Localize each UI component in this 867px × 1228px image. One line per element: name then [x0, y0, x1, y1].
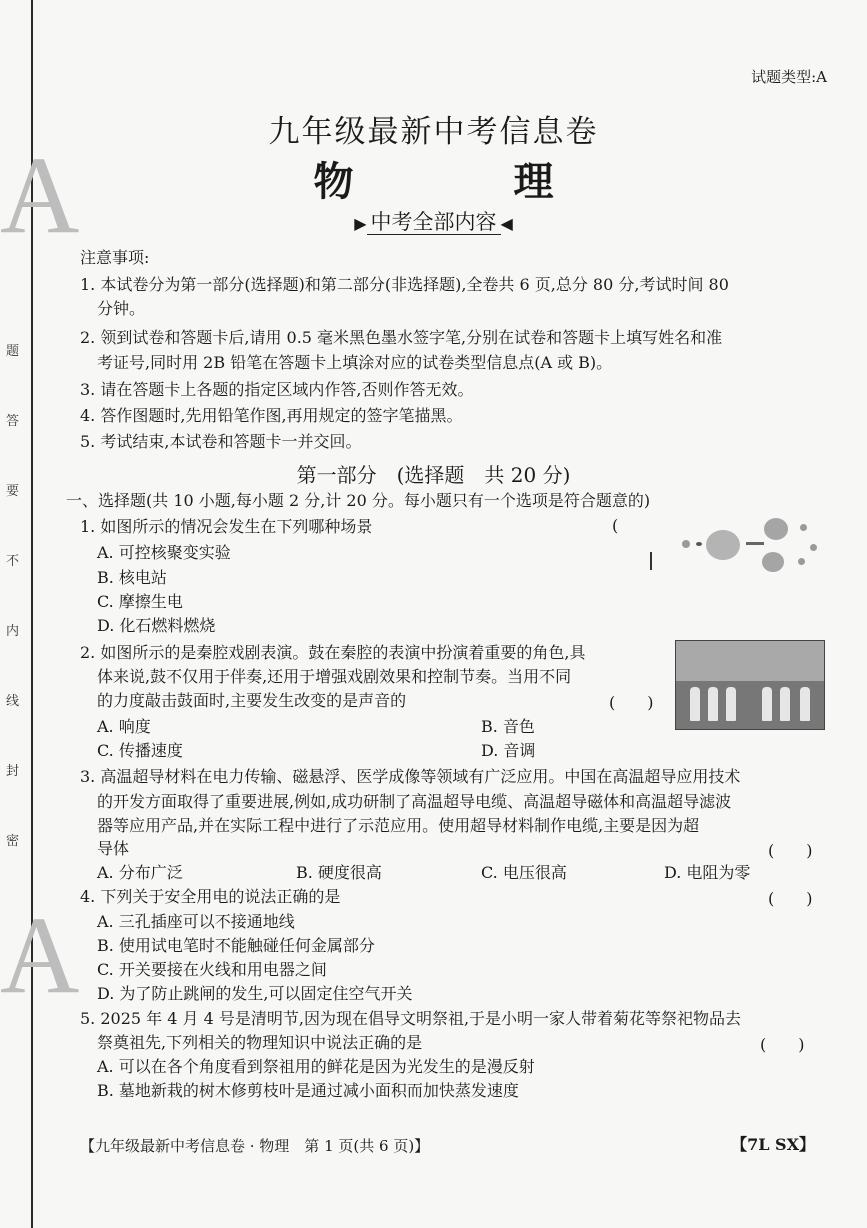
note-line: 1. 本试卷分为第一部分(选择题)和第二部分(非选择题),全卷共 6 页,总分 80 分,考试时间 80 [80, 275, 729, 294]
q2-option-c: C. 传播速度 [97, 741, 183, 760]
q2-option-d: D. 音调 [481, 741, 536, 760]
subject-title: 物 理 [313, 158, 614, 205]
nuclear-fission-figure [640, 510, 830, 580]
part1-title: 第一部分 (选择题 共 20 分) [296, 463, 571, 487]
q3-stem-line: 器等应用产品,并在实际工程中进行了示范应用。使用超导材料制作电缆,主要是因为超 [97, 816, 700, 835]
q5-option-a: A. 可以在各个角度看到祭祖用的鲜花是因为光发生的是漫反射 [97, 1057, 535, 1076]
q4-option-a: A. 三孔插座可以不接通地线 [97, 912, 295, 931]
q5-answer-paren: ( ) [760, 1035, 805, 1054]
q3-stem-line: 3. 高温超导材料在电力传输、磁悬浮、医学成像等领域有广泛应用。中国在高温超导应用技术 [80, 767, 741, 786]
q1-option-a: A. 可控核聚变实验 [97, 543, 231, 562]
exam-type-label: 试题类型:A [751, 68, 827, 86]
q1-option-c: C. 摩擦生电 [97, 592, 183, 611]
side-label: 密 [6, 834, 20, 849]
triangle-right-icon: ▶ [354, 214, 367, 233]
q3-answer-paren: ( ) [768, 841, 813, 860]
q3-stem-line: 的开发方面取得了重要进展,例如,成功研制了高温超导电缆、高温超导磁体和高温超导滤波 [97, 792, 732, 811]
q3-option-d: D. 电阻为零 [664, 863, 751, 882]
side-label: 线 [6, 694, 20, 709]
q2-option-a: A. 响度 [97, 717, 151, 736]
side-label: 题 [6, 344, 20, 359]
q2-stem-line: 体来说,鼓不仅用于伴奏,还用于增强戏剧效果和控制节奏。当用不同 [97, 667, 572, 686]
note-line: 考证号,同时用 2B 铅笔在答题卡上填涂对应的试卷类型信息点(A 或 B)。 [97, 353, 613, 372]
watermark-letter-a-bottom: A [0, 894, 80, 1016]
q4-answer-paren: ( ) [768, 889, 813, 908]
q1-option-b: B. 核电站 [97, 568, 167, 587]
q2-option-b: B. 音色 [481, 717, 535, 736]
q5-option-b: B. 墓地新栽的树木修剪枝叶是通过减小面积而加快蒸发速度 [97, 1081, 519, 1100]
opera-performance-photo [675, 640, 825, 730]
exam-title: 九年级最新中考信息卷 [268, 114, 599, 150]
q1-option-d: D. 化石燃料燃烧 [97, 616, 216, 635]
q5-stem-line: 祭奠祖先,下列相关的物理知识中说法正确的是 [97, 1033, 423, 1052]
scope-banner [0, 206, 867, 236]
note-line: 4. 答作图题时,先用铅笔作图,再用规定的签字笔描黑。 [80, 406, 463, 425]
q3-stem-line: 导体 [97, 839, 130, 858]
note-line: 2. 领到试卷和答题卡后,请用 0.5 毫米黑色墨水签字笔,分别在试卷和答题卡上填写姓名和准 [80, 328, 723, 347]
side-label: 封 [6, 764, 20, 779]
q4-option-c: C. 开关要接在火线和用电器之间 [97, 960, 327, 979]
footer-page-info: 【九年级最新中考信息卷 · 物理 第 1 页(共 6 页)】 [80, 1137, 430, 1155]
q4-option-b: B. 使用试电笔时不能触碰任何金属部分 [97, 936, 375, 955]
q5-stem-line: 5. 2025 年 4 月 4 号是清明节,因为现在倡导文明祭祖,于是小明一家人带着菊花等祭祀物品去 [80, 1009, 742, 1028]
triangle-left-icon: ◀ [500, 214, 513, 233]
q2-stem-line: 2. 如图所示的是秦腔戏剧表演。鼓在秦腔的表演中扮演着重要的角色,具 [80, 643, 586, 662]
section-heading: 一、选择题(共 10 小题,每小题 2 分,计 20 分。每小题只有一个选项是符合题意的) [66, 491, 651, 510]
watermark-letter-a-top: A [0, 134, 80, 256]
footer-code: 【7L SX】 [731, 1135, 815, 1154]
side-label: 内 [6, 624, 20, 639]
q4-stem: 4. 下列关于安全用电的说法正确的是 [80, 887, 341, 906]
side-label: 不 [6, 554, 20, 569]
q1-answer-paren: ( [612, 516, 619, 535]
note-line: 5. 考试结束,本试卷和答题卡一并交回。 [80, 432, 362, 451]
q3-option-a: A. 分布广泛 [97, 863, 183, 882]
q1-stem: 1. 如图所示的情况会发生在下列哪种场景 [80, 517, 373, 536]
side-label: 答 [6, 414, 20, 429]
note-line: 分钟。 [97, 299, 146, 318]
q2-stem-line: 的力度敲击鼓面时,主要发生改变的是声音的 [97, 691, 407, 710]
notes-heading: 注意事项: [80, 248, 150, 267]
q3-option-c: C. 电压很高 [481, 863, 567, 882]
side-label: 要 [6, 484, 20, 499]
scope-text: 中考全部内容 [367, 210, 501, 235]
q2-answer-paren: ( ) [609, 693, 654, 712]
q3-option-b: B. 硬度很高 [296, 863, 382, 882]
q4-option-d: D. 为了防止跳闸的发生,可以固定住空气开关 [97, 984, 413, 1003]
note-line: 3. 请在答题卡上各题的指定区域内作答,否则作答无效。 [80, 380, 474, 399]
